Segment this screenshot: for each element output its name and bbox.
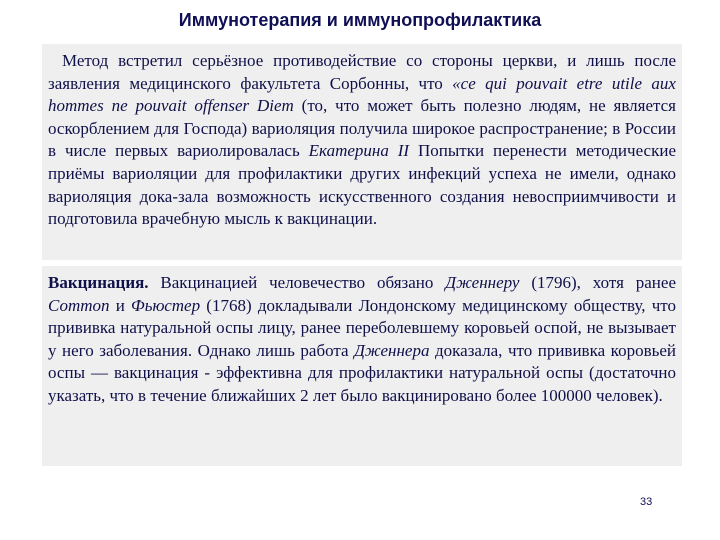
para2-text-3: и [109, 295, 132, 315]
para1-text-3: Попытки перенести методические приёмы вариоляции для профилактики других инфекций успеха не имели, однако вариоляция дока-зала возможность искусственного создания невосприимчивости и подготовила врачебную мысль к вакцинации. [48, 141, 676, 229]
vaccination-heading: Вакцинация. [48, 273, 149, 292]
para2-text-4: (1768) докладывали Лондонскому медицинскому обществу, что прививка натуральной оспы лицу, ранее переболевшему коровьей оспой, не вызывает у него заболевания. Однако лишь работа [48, 295, 676, 360]
cotton-name: Соттоn [48, 295, 110, 315]
para2-text-5: доказала, что прививка коровьей оспы — вакцинация - эффективна для профилактики натуральной оспы (достаточно указать, что в течение ближайших 2 лет было вакцинировано более 100000 человек). [48, 340, 676, 405]
para1-text-1: Метод встретил серьёзное противодействие со стороны церкви, и лишь после заявления медицинского факультета Сорбонны, что [48, 51, 676, 93]
sorbonne-quote: «ce qui pouvait etre utile aux hommes ne pouvait offenser Diem [48, 73, 676, 116]
slide-title: Иммунотерапия и иммунопрофилактика [178, 10, 542, 30]
para1-text-2: (то, что может быть полезно людям, не является оскорблением для Господа) вариоляция получила широкое распространение; в России в числе первых вариолировалась [48, 96, 676, 161]
catherine-name: Екатерина II [308, 141, 410, 161]
jenner-name: Дженнеру [445, 273, 520, 292]
para2-text-2: (1796), хотя ранее [519, 273, 676, 292]
vaccination-paragraph [42, 266, 682, 466]
variolation-paragraph [42, 44, 682, 260]
page-number: 33 [640, 496, 653, 508]
fewster-name: Фьюстер [131, 295, 201, 315]
jenner-name-2: Дженнера [354, 340, 430, 360]
para2-text-1: Вакцинацией человечество обязано [148, 273, 446, 292]
